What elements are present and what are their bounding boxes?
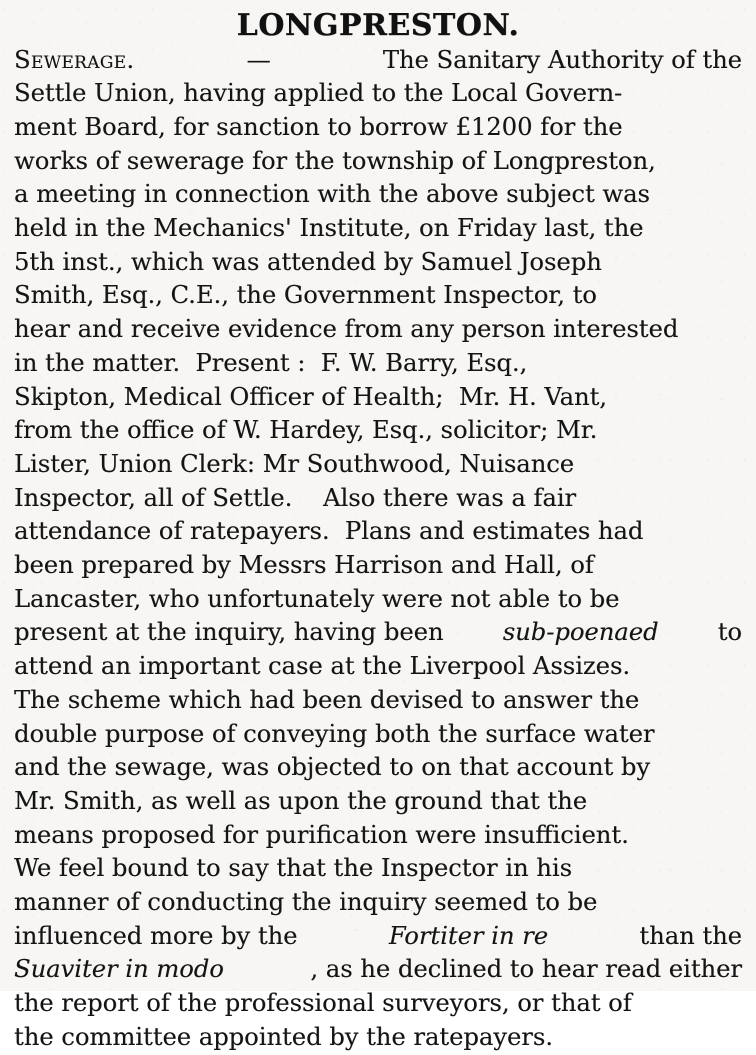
article-line-text: held in the Mechanics' Institute, on Friday last, the <box>14 214 644 243</box>
article-line <box>14 751 742 785</box>
article-line <box>14 987 742 1021</box>
article-line <box>14 482 742 516</box>
article-line <box>14 347 742 381</box>
article-line-text: Inspector, all of Settle. Also there was a fair <box>14 483 577 512</box>
article-line-text: been prepared by Messrs Harrison and Hall, of <box>14 551 594 580</box>
article-line <box>14 145 742 179</box>
article-line <box>14 111 742 145</box>
article-line <box>14 650 742 684</box>
article-line-text: 5th inst., which was attended by Samuel Joseph <box>14 247 602 276</box>
article-line <box>14 515 742 549</box>
article-line-text: Mr. Smith, as well as upon the ground that the <box>14 786 588 815</box>
article-line-text: hear and receive evidence from any person interested <box>14 315 679 344</box>
article-line <box>14 381 742 415</box>
article-line-text-b: to <box>710 618 742 647</box>
article-line-text: means proposed for purification were insufficient. <box>14 820 629 849</box>
article-line <box>14 785 742 819</box>
article-line-text: We feel bound to say that the Inspector in his <box>14 854 573 883</box>
article-line-text: Settle Union, having applied to the Local Govern- <box>14 79 623 108</box>
article-line-text: in the matter. Present : F. W. Barry, Esq., <box>14 348 528 377</box>
article-line <box>14 819 742 853</box>
article-line-text-b: , as he declined to hear read either <box>310 955 742 984</box>
article-line <box>14 44 742 78</box>
article-line <box>14 886 742 920</box>
article-line-text: Lancaster, who unfortunately were not able to be <box>14 584 620 613</box>
article-line-text: attend an important case at the Liverpool Assizes. <box>14 652 631 681</box>
article-line-text: a meeting in connection with the above subject was <box>14 180 650 209</box>
article-line-text: ment Board, for sanction to borrow £1200 for the <box>14 112 623 141</box>
article-line-text: the committee appointed by the ratepayers. <box>14 1022 553 1051</box>
article-line-text: works of sewerage for the township of Longpreston, <box>14 146 656 175</box>
article-line <box>14 414 742 448</box>
article-line-text: Skipton, Medical Officer of Health; Mr. H. Vant, <box>14 382 607 411</box>
page-title: LONGPRESTON. <box>236 8 520 43</box>
article-line <box>14 448 742 482</box>
article-line-text: the report of the professional surveyors, or that of <box>14 989 632 1018</box>
article-line-text: attendance of ratepayers. Plans and estimates had <box>14 517 644 546</box>
article-line <box>14 852 742 886</box>
article-line-text: Smith, Esq., C.E., the Government Inspector, to <box>14 281 597 310</box>
article-line <box>14 583 742 617</box>
italic-phrase-fortiter: Fortiter in re <box>388 921 549 950</box>
article-body <box>14 44 742 1055</box>
article-line-text-b: than the <box>631 921 742 950</box>
article-line <box>14 246 742 280</box>
article-line <box>14 1021 742 1055</box>
article-line-text: The Sanitary Authority of the <box>382 45 742 74</box>
italic-phrase-suaviter: Suaviter in modo <box>14 955 224 984</box>
article-line <box>14 313 742 347</box>
article-line-text: from the office of W. Hardey, Esq., solicitor; Mr. <box>14 416 598 445</box>
article-line <box>14 684 742 718</box>
article-line <box>14 212 742 246</box>
article-line-text: double purpose of conveying both the surface water <box>14 719 655 748</box>
article-line <box>14 549 742 583</box>
article-line <box>14 178 742 212</box>
lead-separator: — <box>246 45 271 74</box>
article-line-text-a: influenced more by the <box>14 921 306 950</box>
article-line-text: manner of conducting the inquiry seemed to be <box>14 888 598 917</box>
article-line-text: Lister, Union Clerk: Mr Southwood, Nuisance <box>14 449 575 478</box>
article-line <box>14 77 742 111</box>
article-line <box>14 953 742 987</box>
article-line-text: The scheme which had been devised to answer the <box>14 685 640 714</box>
article-line <box>14 279 742 313</box>
article-line-text: and the sewage, was objected to on that account by <box>14 753 651 782</box>
lead-label: Sewerage. <box>14 45 135 74</box>
article-line <box>14 718 742 752</box>
article-line <box>14 920 742 954</box>
article-line-text-a: present at the inquiry, having been <box>14 618 452 647</box>
article-line <box>14 616 742 650</box>
italic-phrase-subpoenaed: sub-poenaed <box>502 618 659 647</box>
